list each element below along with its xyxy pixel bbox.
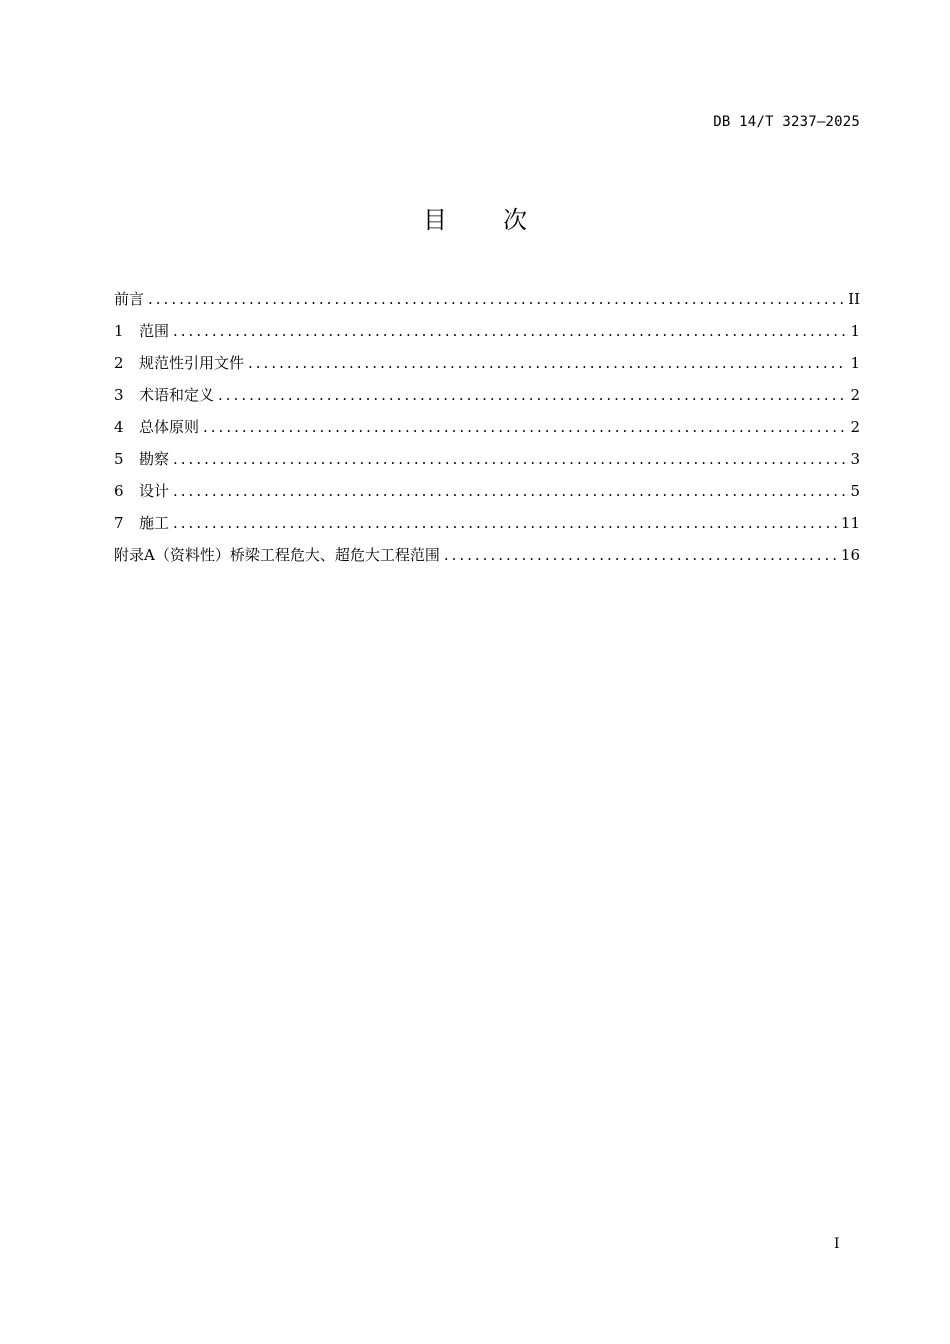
page-title [0, 200, 950, 235]
toc-leader-dots [148, 287, 844, 311]
toc-entry-page: II [848, 290, 860, 308]
table-of-contents [114, 287, 860, 575]
toc-entry-survey[interactable] [114, 447, 860, 479]
toc-entry-foreword[interactable] [114, 287, 860, 319]
title-char-1: 目 [423, 206, 447, 234]
toc-entry-label: 设计 [139, 482, 170, 500]
toc-entry-number: 1 [114, 322, 124, 340]
toc-entry-number: 2 [114, 354, 124, 372]
toc-entry-label: 总体原则 [139, 418, 200, 436]
toc-entry-label: 附录A（资料性）桥梁工程危大、超危大工程范围 [114, 546, 440, 564]
toc-entry-construction[interactable] [114, 511, 860, 543]
toc-entry-number: 5 [114, 450, 124, 468]
page-number: I [834, 1236, 840, 1252]
toc-entry-page: 1 [850, 354, 860, 372]
toc-leader-dots [248, 351, 846, 375]
toc-leader-dots [173, 319, 846, 343]
toc-entry-page: 2 [850, 386, 860, 404]
toc-entry-terms-definitions[interactable] [114, 383, 860, 415]
toc-entry-page: 5 [850, 482, 860, 500]
toc-entry-label: 范围 [139, 322, 170, 340]
title-char-2: 次 [503, 206, 527, 234]
toc-entry-page: 2 [850, 418, 860, 436]
toc-entry-number: 6 [114, 482, 124, 500]
toc-entry-label: 前言 [114, 290, 145, 308]
toc-entry-label: 术语和定义 [139, 386, 215, 404]
toc-entry-page: 11 [840, 514, 860, 532]
toc-entry-scope[interactable] [114, 319, 860, 351]
toc-entry-label: 规范性引用文件 [139, 354, 245, 372]
toc-entry-page: 16 [840, 546, 860, 564]
toc-entry-page: 1 [850, 322, 860, 340]
toc-entry-general-principles[interactable] [114, 415, 860, 447]
toc-entry-number: 4 [114, 418, 124, 436]
toc-leader-dots [218, 383, 846, 407]
toc-entry-label: 施工 [139, 514, 170, 532]
toc-leader-dots [444, 543, 837, 567]
toc-entry-number: 7 [114, 514, 124, 532]
toc-entry-number: 3 [114, 386, 124, 404]
toc-entry-normative-references[interactable] [114, 351, 860, 383]
document-code: DB 14/T 3237—2025 [713, 114, 860, 130]
toc-leader-dots [173, 447, 846, 471]
toc-entry-page: 3 [850, 450, 860, 468]
toc-leader-dots [203, 415, 846, 439]
toc-leader-dots [173, 511, 837, 535]
toc-leader-dots [173, 479, 846, 503]
toc-entry-design[interactable] [114, 479, 860, 511]
toc-entry-appendix-a[interactable] [114, 543, 860, 575]
toc-entry-label: 勘察 [139, 450, 170, 468]
